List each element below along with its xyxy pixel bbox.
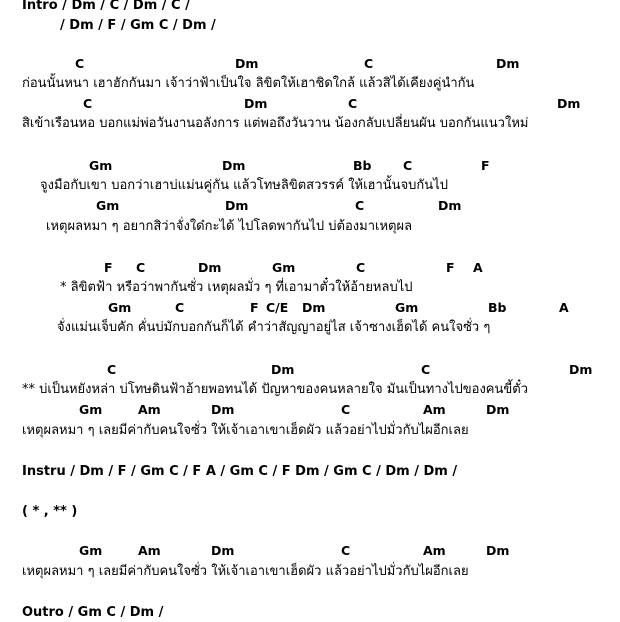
chord: F [481, 158, 490, 173]
chord: Gm [89, 158, 113, 173]
chord: Dm [557, 96, 581, 111]
repeat-marker: ( * , ** ) [22, 504, 78, 519]
chord: Dm [211, 543, 235, 558]
chord: A [559, 300, 569, 315]
lyric-line: สิเข้าเรือนหอ บอกแม่พ่อวันงานอลังการ แต่พอถึงวันวาน น้องกลับเปลี่ยนผัน บอกกันแนวใหม่ [22, 116, 529, 131]
chord: Dm [198, 260, 222, 275]
chord: C [341, 543, 351, 558]
chord: Bb [353, 158, 372, 173]
chord: Gm [79, 543, 103, 558]
chord: C [75, 56, 85, 71]
lyric-line: จั่งแม่นเจ็บคัก คั่นบ่มักบอกกันก็ได้ คำว่าสัญญาอยู่ไส เจ้าซางเฮ็ดได้ คนใจซั่ว ๆ [57, 320, 491, 335]
lyric-line: ก่อนนั้นหนา เฮาฮักกันมา เจ้าว่าฟ้าเป็นใจ ลิขิตให้เฮาชิดใกล้ แล้วสิได้เคียงคู่นำกัน [22, 76, 475, 91]
chord: Am [138, 543, 161, 558]
chord: C [175, 300, 185, 315]
chord: C [348, 96, 358, 111]
instrumental-line: Instru / Dm / F / Gm C / F A / Gm C / F Dm / Gm C / Dm / Dm / [22, 464, 458, 479]
chord: Am [423, 402, 446, 417]
intro-line-1: Intro / Dm / C / Dm / C / [22, 0, 190, 13]
chord: C [341, 402, 351, 417]
chord: C [421, 362, 431, 377]
lyric-line: จูงมือกับเขา บอกว่าเฮาบ่แม่นคู่กัน แล้วโทษลิขิตสวรรค์ ให้เฮานั้นจบกันไป [40, 178, 448, 193]
chord: Am [423, 543, 446, 558]
chord: C [356, 260, 366, 275]
chord: Dm [302, 300, 326, 315]
chord: Dm [211, 402, 235, 417]
chord: C [403, 158, 413, 173]
chord: Dm [225, 198, 249, 213]
chord: Gm [96, 198, 120, 213]
chord: Gm [395, 300, 419, 315]
chord: F [250, 300, 259, 315]
lyric-line: เหตุผลหมา ๆ เลยมีค่ากับคนใจซั่ว ให้เจ้าเอาเขาเฮ็ดผัว แล้วอย่าไปมั่วกับไผอีกเลย [22, 423, 469, 438]
chord: Dm [438, 198, 462, 213]
lyric-line: เหตุผลหมา ๆ เลยมีค่ากับคนใจซั่ว ให้เจ้าเอาเขาเฮ็ดผัว แล้วอย่าไปมั่วกับไผอีกเลย [22, 564, 469, 579]
lyric-line: เหตุผลหมา ๆ อยากสิว่าจั่งใด๋กะได้ ไปโลดพากันไป บ่ต้องมาเหตุผล [46, 219, 413, 234]
chord: F [446, 260, 455, 275]
chord: Dm [569, 362, 593, 377]
chord: Dm [244, 96, 268, 111]
chord: Dm [486, 543, 510, 558]
chord: C [364, 56, 374, 71]
chord: Dm [271, 362, 295, 377]
chord: Gm [79, 402, 103, 417]
lyric-line: * ลิขิตฟ้า หรือว่าพากันซั่ว เหตุผลมั่ว ๆ ที่เอามาตั๋วให้อ้ายหลบไป [60, 280, 413, 295]
chord: F [104, 260, 113, 275]
lyric-line: ** บ่เป็นหยังหล่า บ่โทษดินฟ้าอ้ายพอทนได้ ปัญหาของคนหลายใจ มันเป็นทางไปของคนขี้ตั๋ว [22, 382, 529, 397]
chord: Dm [235, 56, 259, 71]
chord: Dm [486, 402, 510, 417]
chord: C [107, 362, 117, 377]
chord: Dm [222, 158, 246, 173]
chord: Am [138, 402, 161, 417]
chord: Bb [488, 300, 507, 315]
outro-line: Outro / Gm C / Dm / [22, 605, 164, 620]
chord: C [136, 260, 146, 275]
chord: Dm [496, 56, 520, 71]
chord: C [355, 198, 365, 213]
chord: A [473, 260, 483, 275]
intro-line-2: / Dm / F / Gm C / Dm / [60, 18, 216, 33]
chord: C/E [266, 300, 289, 315]
chord: Gm [108, 300, 132, 315]
chord: C [83, 96, 93, 111]
chord: Gm [272, 260, 296, 275]
